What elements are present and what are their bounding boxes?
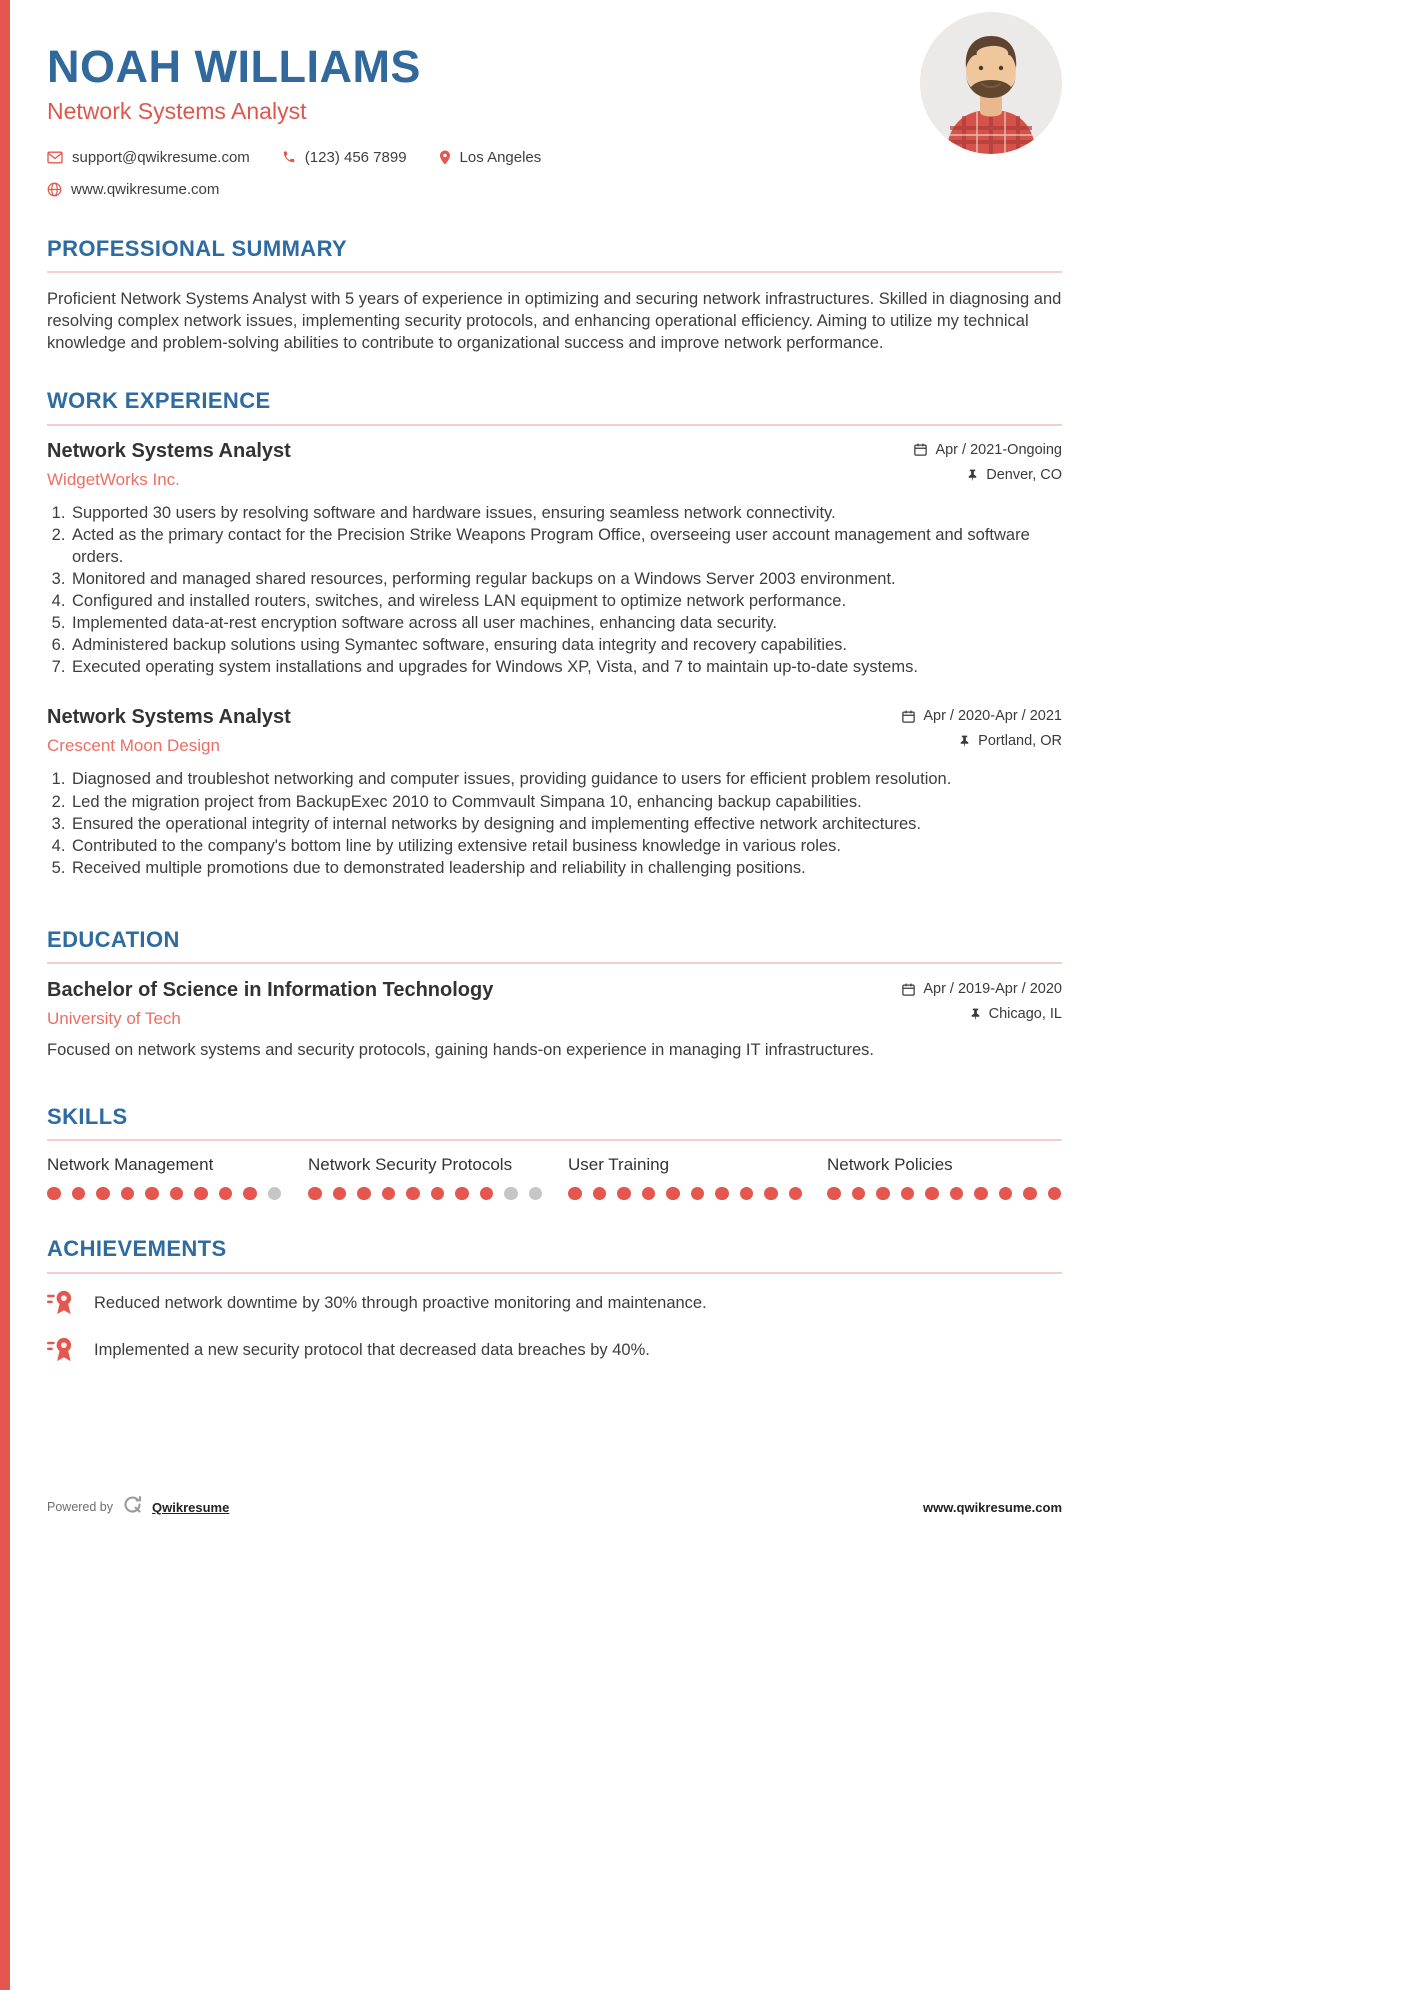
skill-name: User Training	[568, 1154, 670, 1174]
education-dates: Apr / 2019-Apr / 2020	[923, 981, 1062, 998]
skill-dot	[1048, 1187, 1062, 1201]
qwikresume-logo-icon	[122, 1494, 143, 1520]
contact-location	[439, 149, 542, 166]
education-heading: EDUCATION	[47, 927, 180, 953]
degree-title: Bachelor of Science in Information Technology	[47, 979, 494, 1002]
footer-website-link[interactable]: www.qwikresume.com	[923, 1499, 1062, 1515]
job-header	[47, 440, 1062, 490]
achievement-text: Reduced network downtime by 30% through proactive monitoring and maintenance.	[94, 1293, 707, 1312]
education-header-left	[47, 979, 493, 1029]
skill-dot	[145, 1187, 159, 1201]
skill-rating	[568, 1187, 827, 1201]
skills-heading: SKILLS	[47, 1103, 128, 1129]
job-bullet-list	[47, 768, 1062, 879]
job-dates-line	[913, 442, 1062, 458]
section-divider	[47, 962, 1062, 964]
skill-dot	[925, 1187, 939, 1201]
job-company: WidgetWorks Inc.	[47, 469, 180, 489]
job-bullet: 7. Executed operating system installations and upgrades for Windows XP, Vista, and 7 to maintain up-to-date systems.	[70, 656, 1062, 678]
job-header	[47, 706, 1062, 756]
education-dates-line	[901, 981, 1062, 997]
skill-name: Network Management	[47, 1154, 214, 1174]
job-location-line	[913, 467, 1062, 483]
skill-dot	[170, 1187, 184, 1201]
skill-dot	[455, 1187, 469, 1201]
education-meta	[901, 979, 1062, 1022]
job-bullet: 1. Supported 30 users by resolving software and hardware issues, ensuring seamless network connectivity.	[70, 502, 1062, 524]
section-work-experience	[47, 388, 1062, 879]
summary-heading: PROFESSIONAL SUMMARY	[47, 235, 348, 261]
section-skills	[47, 1104, 1062, 1201]
job-dates: Apr / 2021-Ongoing	[935, 441, 1062, 458]
skill-dot	[480, 1187, 494, 1201]
skill-item	[568, 1155, 827, 1201]
skill-item	[47, 1155, 308, 1201]
job-bullet: 4. Configured and installed routers, switches, and wireless LAN equipment to optimize network performance.	[70, 590, 1062, 612]
skill-dot	[382, 1187, 396, 1201]
qwikresume-link[interactable]: Qwikresume	[152, 1499, 230, 1515]
job-bullet: 5. Received multiple promotions due to demonstrated leadership and reliability in challenging positions.	[70, 857, 1062, 879]
skill-name: Network Security Protocols	[308, 1154, 513, 1174]
job-bullet: 4. Contributed to the company's bottom line by utilizing extensive retail business knowledge in various roles.	[70, 835, 1062, 857]
job-company: Crescent Moon Design	[47, 736, 220, 756]
skill-dot	[740, 1187, 754, 1201]
section-divider	[47, 271, 1062, 273]
skill-dot	[243, 1187, 257, 1201]
profile-photo	[920, 12, 1062, 154]
skill-dot	[764, 1187, 778, 1201]
footer-branding	[47, 1494, 229, 1520]
education-entry	[47, 979, 1062, 1061]
skill-rating	[827, 1187, 1062, 1201]
achievement-text: Implemented a new security protocol that decreased data breaches by 40%.	[94, 1340, 650, 1359]
calendar-icon	[901, 982, 916, 997]
skill-dot	[121, 1187, 135, 1201]
skill-dot	[789, 1187, 803, 1201]
achievements-heading: ACHIEVEMENTS	[47, 1236, 227, 1262]
summary-text: Proficient Network Systems Analyst with 5 years of experience in optimizing and securing network infrastructures. Skilled in diagnosing and resolving complex network issues, implementing security protocols, and enhancing operational efficiency. Aiming to utilize my technical knowledge and problem-solving abilities to contribute to organizational success and improve network performance.	[47, 289, 1062, 353]
skill-dot	[96, 1187, 110, 1201]
job-meta	[913, 440, 1062, 483]
education-location: Chicago, IL	[988, 1006, 1062, 1023]
skill-rating	[47, 1187, 308, 1201]
skill-dot	[999, 1187, 1013, 1201]
skill-dot	[827, 1187, 841, 1201]
skill-dot	[47, 1187, 61, 1201]
contact-phone	[282, 149, 407, 166]
skill-dot	[593, 1187, 607, 1201]
job-bullet: 2. Acted as the primary contact for the Precision Strike Weapons Program Office, overseeing user account management and software orders.	[70, 524, 1062, 568]
skill-dot	[431, 1187, 445, 1201]
header	[47, 0, 1062, 198]
calendar-icon	[901, 709, 916, 724]
experience-heading: WORK EXPERIENCE	[47, 388, 271, 414]
left-accent-bar	[0, 0, 10, 1990]
job-bullet: 2. Led the migration project from BackupExec 2010 to Commvault Simpana 10, enhancing backup capabilities.	[70, 791, 1062, 813]
resume-content	[47, 0, 1062, 1368]
skill-dot	[268, 1187, 282, 1201]
section-divider	[47, 424, 1062, 426]
contact-row-website	[47, 181, 1062, 198]
job-title: Network Systems Analyst	[47, 439, 291, 462]
pushpin-icon	[966, 468, 979, 482]
skill-dot	[308, 1187, 322, 1201]
job-dates: Apr / 2020-Apr / 2021	[923, 708, 1062, 725]
contact-row	[47, 149, 1062, 166]
skills-grid	[47, 1155, 1062, 1201]
skill-dot	[901, 1187, 915, 1201]
award-icon	[47, 1336, 74, 1368]
job-bullet-list	[47, 502, 1062, 679]
skill-dot	[72, 1187, 86, 1201]
skill-dot	[950, 1187, 964, 1201]
job-bullet: 3. Ensured the operational integrity of internal networks by designing and implementing effective network architectures.	[70, 813, 1062, 835]
job-title: Network Systems Analyst	[47, 706, 291, 729]
job-header-left	[47, 440, 291, 490]
skill-dot	[876, 1187, 890, 1201]
section-achievements	[47, 1236, 1062, 1367]
skill-name: Network Policies	[827, 1154, 953, 1174]
skill-dot	[504, 1187, 518, 1201]
skill-dot	[617, 1187, 631, 1201]
skill-dot	[642, 1187, 656, 1201]
skill-dot	[1023, 1187, 1037, 1201]
footer	[47, 1494, 1062, 1520]
job-location: Denver, CO	[986, 466, 1062, 483]
powered-by-label: Powered by	[47, 1500, 114, 1514]
job-location-line	[901, 733, 1062, 749]
skill-dot	[666, 1187, 680, 1201]
phone-text: (123) 456 7899	[304, 148, 407, 166]
award-icon	[47, 1289, 74, 1321]
contact-email	[47, 149, 250, 166]
contact-website	[47, 181, 219, 198]
job-meta	[901, 706, 1062, 749]
email-text: support@qwikresume.com	[72, 148, 250, 166]
skill-rating	[308, 1187, 568, 1201]
candidate-title: Network Systems Analyst	[47, 97, 307, 124]
job-location: Portland, OR	[978, 733, 1062, 750]
skill-item	[827, 1155, 1062, 1201]
achievement-item	[47, 1289, 1062, 1321]
skill-dot	[194, 1187, 208, 1201]
skill-dot	[852, 1187, 866, 1201]
education-location-line	[901, 1006, 1062, 1022]
map-pin-icon	[439, 150, 451, 165]
school-name: University of Tech	[47, 1009, 181, 1029]
education-header	[47, 979, 1062, 1029]
job-bullet: 5. Implemented data-at-rest encryption software across all user machines, enhancing data security.	[70, 612, 1062, 634]
skill-dot	[715, 1187, 729, 1201]
pushpin-icon	[958, 734, 971, 748]
skill-dot	[219, 1187, 233, 1201]
pushpin-icon	[969, 1007, 982, 1021]
skill-dot	[529, 1187, 543, 1201]
skill-dot	[974, 1187, 988, 1201]
job-header-left	[47, 706, 291, 756]
section-professional-summary	[47, 236, 1062, 355]
phone-icon	[282, 150, 296, 164]
skill-dot	[691, 1187, 705, 1201]
skill-dot	[406, 1187, 420, 1201]
calendar-icon	[913, 442, 928, 457]
job-bullet: 1. Diagnosed and troubleshot networking and computer issues, providing guidance to users for efficient problem resolution.	[70, 768, 1062, 790]
job-dates-line	[901, 708, 1062, 724]
candidate-name: NOAH WILLIAMS	[47, 41, 421, 92]
skill-dot	[568, 1187, 582, 1201]
skill-item	[308, 1155, 568, 1201]
envelope-icon	[47, 151, 63, 164]
skill-dot	[357, 1187, 371, 1201]
achievement-item	[47, 1336, 1062, 1368]
education-description: Focused on network systems and security protocols, gaining hands-on experience in managing IT infrastructures.	[47, 1041, 874, 1060]
job-entry	[47, 706, 1062, 879]
website-text: www.qwikresume.com	[71, 180, 220, 198]
section-divider	[47, 1139, 1062, 1141]
job-bullet: 6. Administered backup solutions using Symantec software, ensuring data integrity and recovery capabilities.	[70, 634, 1062, 656]
globe-icon	[47, 182, 62, 197]
location-text: Los Angeles	[459, 148, 542, 166]
job-entry	[47, 440, 1062, 679]
section-divider	[47, 1272, 1062, 1274]
section-education	[47, 927, 1062, 1062]
skill-dot	[333, 1187, 347, 1201]
job-bullet: 3. Monitored and managed shared resources, performing regular backups on a Windows Server 2003 environment.	[70, 568, 1062, 590]
